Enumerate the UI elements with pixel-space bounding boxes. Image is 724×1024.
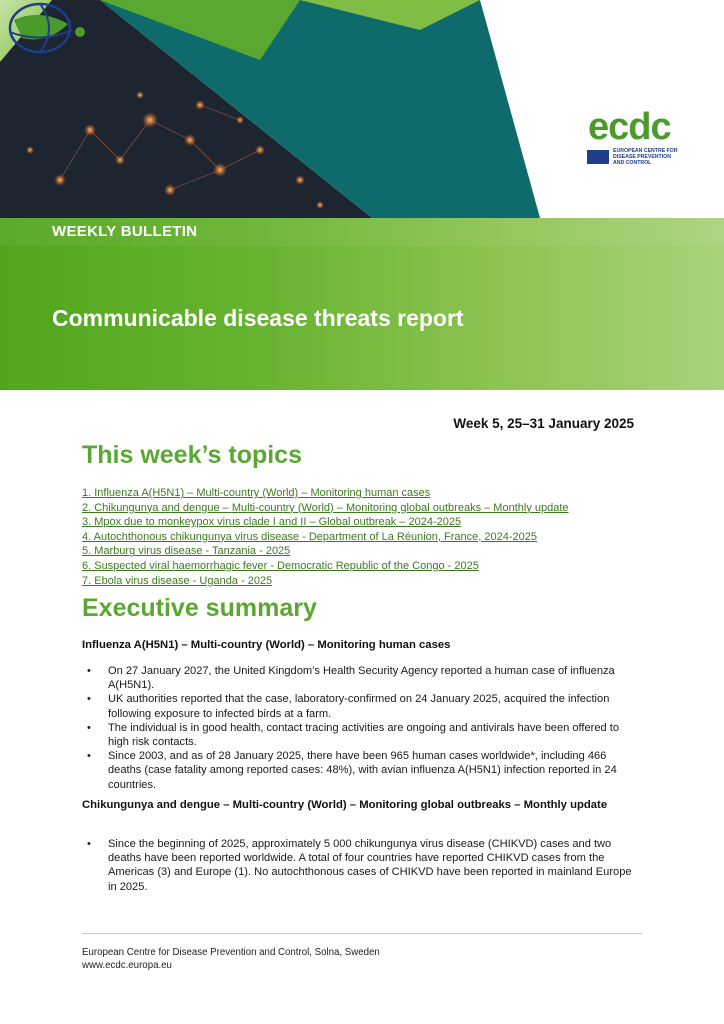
bullet-icon: • xyxy=(87,838,91,850)
bullet-icon: • xyxy=(87,665,91,677)
ecdc-logo: ecdc xyxy=(588,106,671,148)
footer xyxy=(82,946,380,972)
executive-summary-heading: Executive summary xyxy=(82,594,317,622)
eu-flag-icon xyxy=(587,150,609,164)
footer-organisation: European Centre for Disease Prevention and Control, Solna, Sweden xyxy=(82,947,380,958)
list-item xyxy=(82,721,642,749)
topic-item xyxy=(82,530,569,545)
topic-link-3[interactable]: 3. Mpox due to monkeypox virus clade I and II – Global outbreak – 2024-2025 xyxy=(82,516,462,529)
bullet-text: On 27 January 2027, the United Kingdom’s Health Security Agency reported a human case of influenza A(H5N1). xyxy=(108,665,615,692)
ecdc-globe-icon xyxy=(0,0,118,104)
footer-url[interactable]: www.ecdc.europa.eu xyxy=(82,960,172,971)
topic-item xyxy=(82,559,569,574)
footer-divider xyxy=(82,933,642,934)
topic-link-7[interactable]: 7. Ebola virus disease - Uganda - 2025 xyxy=(82,574,273,587)
topic-link-4[interactable]: 4. Autochthonous chikungunya virus disease - Department of La Réunion, France, 2024-2025 xyxy=(82,530,537,543)
section-title-chikungunya: Chikungunya and dengue – Multi-country (World) – Monitoring global outbreaks – Monthly update xyxy=(82,799,608,811)
topic-item xyxy=(82,501,569,516)
topics-list xyxy=(82,486,569,588)
topic-link-2[interactable]: 2. Chikungunya and dengue – Multi-country (World) – Monitoring global outbreaks – Monthly update xyxy=(82,501,569,514)
section-title-influenza: Influenza A(H5N1) – Multi-country (World) – Monitoring human cases xyxy=(82,639,451,651)
bullet-text: The individual is in good health, contact tracing activities are ongoing and antivirals have been offered to high risk contacts. xyxy=(108,721,620,749)
bullet-icon: • xyxy=(87,721,91,734)
topic-item xyxy=(82,486,569,501)
list-item xyxy=(82,749,642,792)
bullet-text: Since the beginning of 2025, approximately 5 000 chikungunya virus disease (CHIKVD) cases and two deaths have been reported worldwide. A total of four countries have reported CHIKVD cases from the Americas (3) and Europe (1). No autochthonous cases of CHIKVD have been reported in mainland Europe in 2025. xyxy=(108,838,632,893)
topic-link-1[interactable]: 1. Influenza A(H5N1) – Multi-country (World) – Monitoring human cases xyxy=(82,487,431,499)
list-item xyxy=(82,664,642,692)
topic-item xyxy=(82,544,569,559)
topic-link-5[interactable]: 5. Marburg virus disease - Tanzania - 2025 xyxy=(82,545,291,558)
week-label: Week 5, 25–31 January 2025 xyxy=(453,416,634,431)
hero-banner xyxy=(0,0,724,218)
topic-item xyxy=(82,574,569,589)
influenza-bullets xyxy=(82,664,642,792)
bullet-icon: • xyxy=(87,750,91,763)
topic-item xyxy=(82,515,569,530)
topics-heading: This week’s topics xyxy=(82,441,302,469)
bullet-text: UK authorities reported that the case, laboratory-confirmed on 24 January 2025, acquired the infection following exposure to infected birds at a farm. xyxy=(108,693,610,720)
list-item xyxy=(82,692,642,720)
bullet-text: Since 2003, and as of 28 January 2025, there have been 965 human cases worldwide*, including 466 deaths (case fatality among reported cases: 48%), with avian influenza A(H5N1) infection reported in 24 countries. xyxy=(108,750,617,791)
title-band xyxy=(0,218,724,390)
logo-subtitle: EUROPEAN CENTRE FOR DISEASE PREVENTION AND CONTROL xyxy=(613,148,678,166)
list-item xyxy=(82,837,642,894)
chikungunya-bullets xyxy=(82,837,642,894)
report-title: Communicable disease threats report xyxy=(52,305,464,331)
topic-link-6[interactable]: 6. Suspected viral haemorrhagic fever - Democratic Republic of the Congo - 2025 xyxy=(82,559,479,572)
bullet-icon: • xyxy=(87,693,91,706)
bulletin-label: WEEKLY BULLETIN xyxy=(52,223,198,240)
